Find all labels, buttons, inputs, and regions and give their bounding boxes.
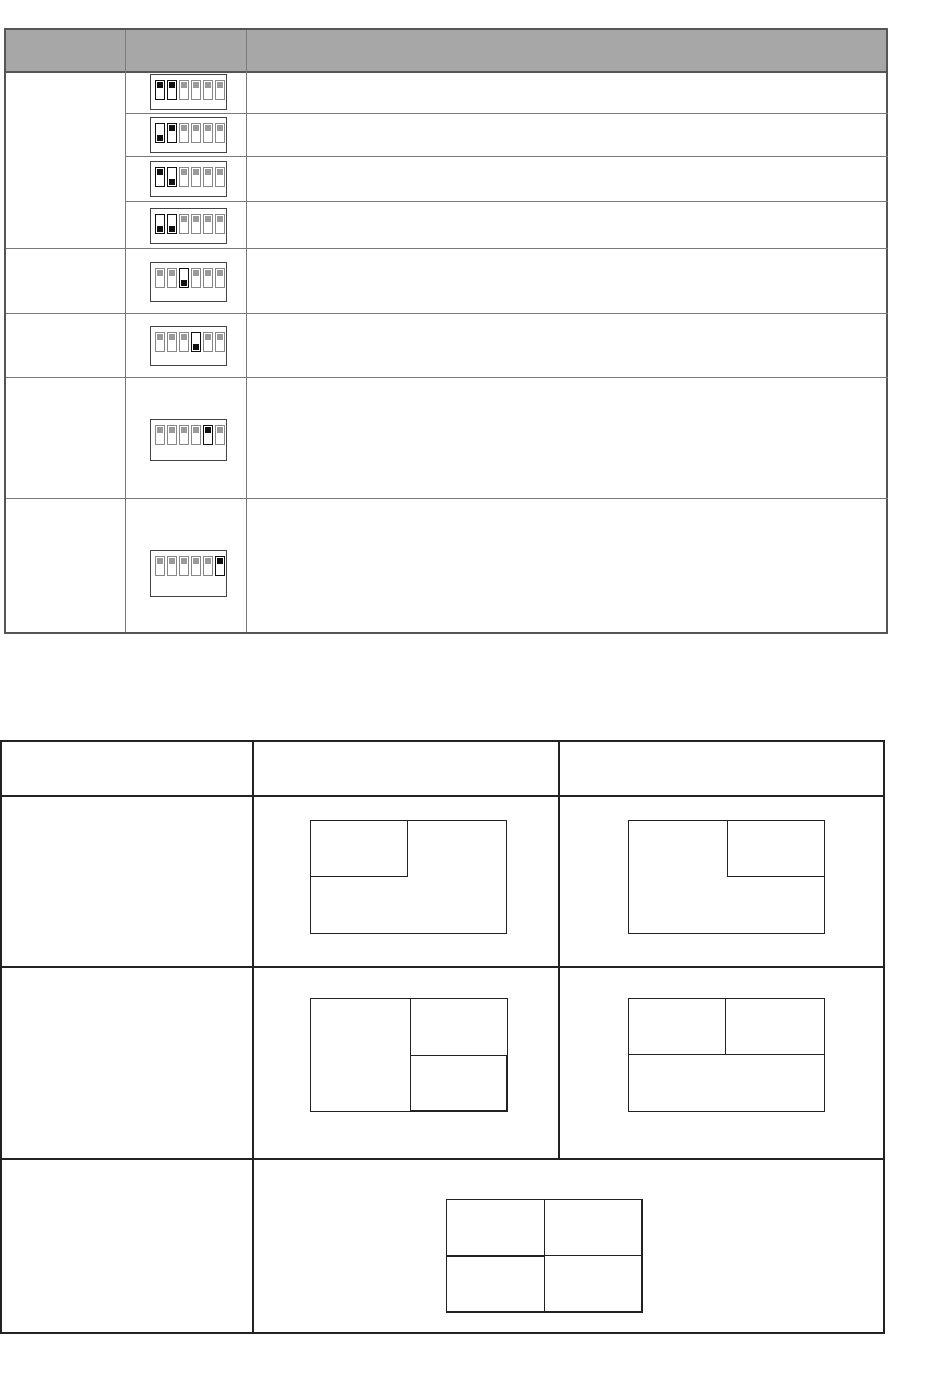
- layout-row-divider: [2, 795, 883, 797]
- dip-switch-2: [167, 425, 177, 445]
- dip-switch-knob: [181, 280, 187, 286]
- dip-switch-knob: [205, 82, 211, 88]
- dip-switch-knob: [205, 270, 211, 276]
- dip-switch-2: [167, 80, 177, 100]
- dip-switch-graphic: [150, 161, 227, 197]
- dip-switch-4: [191, 556, 201, 576]
- dip-switch-graphic: [150, 419, 227, 461]
- dip-switch-2: [167, 167, 177, 187]
- layout-row-divider: [2, 1158, 883, 1160]
- dip-row-divider: [6, 498, 888, 499]
- dip-switch-3: [179, 556, 189, 576]
- dip-switch-3: [179, 268, 189, 288]
- dip-switch-6: [215, 556, 225, 576]
- dip-switch-3: [179, 332, 189, 352]
- dip-switch-knob: [205, 558, 211, 564]
- dip-switch-2: [167, 214, 177, 234]
- dip-switch-5: [203, 123, 213, 143]
- layout-sub-window: [544, 1199, 643, 1256]
- dip-switch-knob: [157, 558, 163, 564]
- dip-table-header: [6, 30, 886, 73]
- dip-switch-knob: [217, 82, 223, 88]
- dip-switch-4: [191, 123, 201, 143]
- dip-switch-knob: [181, 427, 187, 433]
- dip-switch-knob: [157, 427, 163, 433]
- dip-switch-4: [191, 268, 201, 288]
- dip-switch-3: [179, 214, 189, 234]
- layout-sub-window: [628, 998, 726, 1055]
- dip-switch-graphic: [150, 550, 227, 597]
- dip-switch-knob: [193, 216, 199, 222]
- dip-switch-knob: [181, 125, 187, 131]
- dip-switch-knob: [193, 270, 199, 276]
- dip-row-divider: [6, 377, 888, 378]
- dip-switch-knob: [169, 82, 175, 88]
- dip-switch-knob: [169, 558, 175, 564]
- dip-switch-1: [155, 214, 165, 234]
- dip-switch-knob: [193, 344, 199, 350]
- dip-switch-knob: [157, 226, 163, 232]
- dip-switch-2: [167, 332, 177, 352]
- dip-switch-5: [203, 268, 213, 288]
- dip-switch-knob: [157, 169, 163, 175]
- layout-sub-window: [725, 998, 825, 1055]
- layout-sub-window: [410, 1055, 508, 1112]
- dip-switch-knob: [205, 334, 211, 340]
- dip-switch-2: [167, 268, 177, 288]
- dip-col-divider-1: [125, 30, 126, 632]
- layout-sub-window: [410, 998, 508, 1056]
- layout-sub-window: [310, 820, 408, 877]
- dip-switch-knob: [217, 270, 223, 276]
- dip-switch-5: [203, 167, 213, 187]
- dip-switch-knob: [181, 334, 187, 340]
- layout-col-divider: [252, 742, 254, 1332]
- dip-switch-knob: [169, 226, 175, 232]
- dip-switch-5: [203, 556, 213, 576]
- layout-sub-window: [727, 820, 825, 877]
- dip-switch-5: [203, 332, 213, 352]
- layout-row-divider: [2, 966, 883, 968]
- dip-switch-table: [4, 28, 888, 634]
- dip-switch-graphic: [150, 262, 227, 302]
- dip-switch-knob: [217, 125, 223, 131]
- dip-switch-1: [155, 123, 165, 143]
- dip-switch-knob: [217, 427, 223, 433]
- dip-switch-knob: [169, 179, 175, 185]
- dip-switch-knob: [181, 82, 187, 88]
- dip-switch-knob: [157, 334, 163, 340]
- dip-switch-knob: [205, 427, 211, 433]
- dip-switch-3: [179, 80, 189, 100]
- dip-row-divider: [125, 156, 888, 157]
- dip-switch-knob: [169, 125, 175, 131]
- dip-switch-2: [167, 123, 177, 143]
- dip-switch-6: [215, 123, 225, 143]
- dip-switch-2: [167, 556, 177, 576]
- dip-switch-4: [191, 332, 201, 352]
- dip-switch-graphic: [150, 117, 227, 153]
- dip-switch-1: [155, 332, 165, 352]
- dip-switch-5: [203, 80, 213, 100]
- layout-sub-window: [446, 1199, 545, 1256]
- dip-switch-knob: [193, 169, 199, 175]
- dip-switch-graphic: [150, 74, 227, 110]
- dip-switch-5: [203, 214, 213, 234]
- dip-switch-6: [215, 425, 225, 445]
- dip-switch-knob: [157, 82, 163, 88]
- dip-switch-graphic: [150, 208, 227, 244]
- dip-switch-1: [155, 167, 165, 187]
- dip-switch-4: [191, 80, 201, 100]
- dip-switch-knob: [205, 169, 211, 175]
- dip-switch-knob: [169, 427, 175, 433]
- dip-switch-6: [215, 214, 225, 234]
- dip-switch-knob: [193, 427, 199, 433]
- dip-switch-1: [155, 425, 165, 445]
- layout-sub-window: [446, 1256, 545, 1313]
- dip-switch-knob: [181, 216, 187, 222]
- dip-switch-knob: [193, 82, 199, 88]
- dip-switch-1: [155, 268, 165, 288]
- dip-switch-knob: [193, 558, 199, 564]
- dip-switch-graphic: [150, 326, 227, 366]
- dip-row-divider: [125, 113, 888, 114]
- dip-switch-knob: [205, 216, 211, 222]
- dip-row-divider: [6, 248, 888, 249]
- dip-switch-1: [155, 556, 165, 576]
- dip-switch-knob: [157, 135, 163, 141]
- dip-switch-3: [179, 123, 189, 143]
- dip-switch-5: [203, 425, 213, 445]
- dip-row-divider: [6, 313, 888, 314]
- dip-switch-1: [155, 80, 165, 100]
- dip-switch-knob: [205, 125, 211, 131]
- dip-switch-6: [215, 268, 225, 288]
- dip-switch-6: [215, 332, 225, 352]
- dip-col-divider-2: [246, 30, 247, 632]
- dip-row-divider: [125, 201, 888, 202]
- dip-switch-knob: [169, 270, 175, 276]
- dip-switch-3: [179, 425, 189, 445]
- layout-col-divider: [558, 742, 560, 1160]
- dip-switch-6: [215, 80, 225, 100]
- dip-switch-knob: [217, 216, 223, 222]
- dip-switch-4: [191, 214, 201, 234]
- dip-switch-knob: [217, 169, 223, 175]
- dip-switch-4: [191, 167, 201, 187]
- dip-switch-knob: [157, 270, 163, 276]
- dip-switch-knob: [193, 125, 199, 131]
- dip-switch-knob: [217, 558, 223, 564]
- dip-switch-knob: [217, 334, 223, 340]
- dip-switch-6: [215, 167, 225, 187]
- dip-switch-knob: [181, 169, 187, 175]
- dip-switch-knob: [181, 558, 187, 564]
- dip-switch-3: [179, 167, 189, 187]
- screen-layout-table: [0, 740, 885, 1334]
- dip-switch-4: [191, 425, 201, 445]
- dip-switch-knob: [169, 334, 175, 340]
